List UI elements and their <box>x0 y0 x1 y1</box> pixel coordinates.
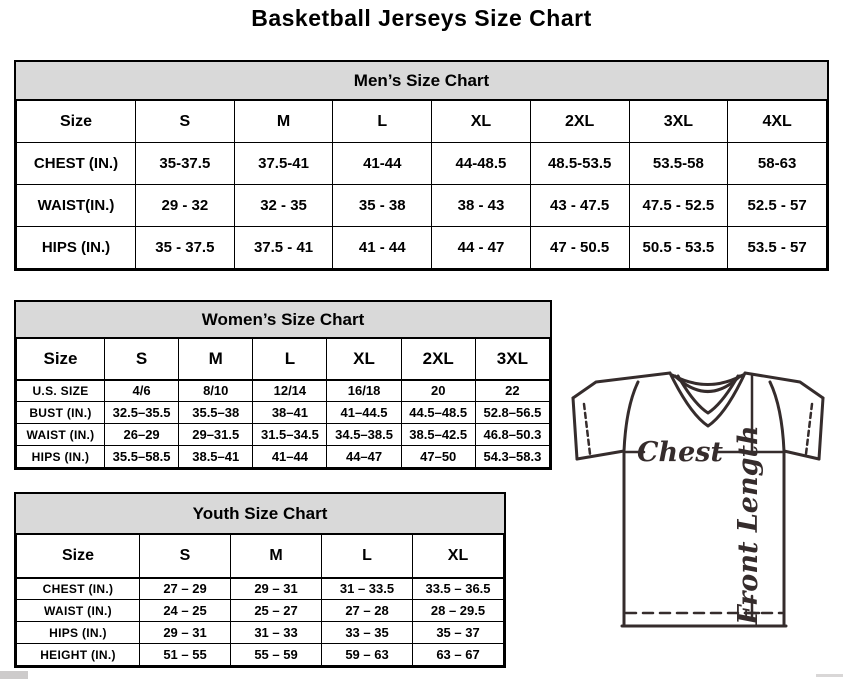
row-label: BUST (IN.) <box>17 402 105 424</box>
column-header: M <box>234 101 333 143</box>
size-value: 31 – 33.5 <box>322 578 413 600</box>
size-value: 43 - 47.5 <box>530 185 629 227</box>
size-value: 25 – 27 <box>231 600 322 622</box>
jersey-diagram-icon <box>560 362 836 628</box>
table-row <box>17 143 827 185</box>
column-header: 2XL <box>530 101 629 143</box>
size-value: 58-63 <box>728 143 827 185</box>
size-value: 38–41 <box>253 402 327 424</box>
column-header: Size <box>17 339 105 380</box>
size-value: 31 – 33 <box>231 622 322 644</box>
size-value: 37.5-41 <box>234 143 333 185</box>
size-value: 29 – 31 <box>140 622 231 644</box>
column-header: Size <box>17 535 140 578</box>
column-header: XL <box>432 101 531 143</box>
size-value: 44–47 <box>327 446 401 468</box>
header-row <box>17 101 827 143</box>
size-value: 54.3–58.3 <box>475 446 549 468</box>
scan-artifact-left <box>0 671 28 679</box>
column-header: XL <box>327 339 401 380</box>
row-label: HIPS (IN.) <box>17 446 105 468</box>
size-value: 20 <box>401 380 475 402</box>
column-header: L <box>333 101 432 143</box>
mens-chart-title: Men’s Size Chart <box>14 60 829 100</box>
size-value: 38 - 43 <box>432 185 531 227</box>
size-value: 44 - 47 <box>432 227 531 269</box>
size-value: 44-48.5 <box>432 143 531 185</box>
column-header: 3XL <box>475 339 549 380</box>
size-value: 22 <box>475 380 549 402</box>
table-row <box>17 424 550 446</box>
table-row <box>17 185 827 227</box>
header-row <box>17 535 504 578</box>
size-value: 41 - 44 <box>333 227 432 269</box>
size-value: 29 – 31 <box>231 578 322 600</box>
size-value: 32.5–35.5 <box>105 402 179 424</box>
size-value: 33.5 – 36.5 <box>413 578 504 600</box>
womens-size-chart-section <box>14 300 552 470</box>
column-header: S <box>140 535 231 578</box>
size-value: 52.5 - 57 <box>728 185 827 227</box>
row-label: WAIST (IN.) <box>17 600 140 622</box>
womens-chart-title: Women’s Size Chart <box>14 300 552 338</box>
table-row <box>17 578 504 600</box>
row-label: CHEST (IN.) <box>17 143 136 185</box>
chest-label: Chest <box>637 437 723 468</box>
size-value: 35.5–38 <box>179 402 253 424</box>
row-label: WAIST(IN.) <box>17 185 136 227</box>
row-label: U.S. SIZE <box>17 380 105 402</box>
table-row <box>17 380 550 402</box>
table-row <box>17 600 504 622</box>
mens-size-chart-section <box>14 60 829 271</box>
size-value: 63 – 67 <box>413 644 504 666</box>
size-value: 41–44.5 <box>327 402 401 424</box>
column-header: 2XL <box>401 339 475 380</box>
column-header: L <box>253 339 327 380</box>
size-value: 50.5 - 53.5 <box>629 227 728 269</box>
size-value: 35 - 37.5 <box>136 227 235 269</box>
column-header: S <box>136 101 235 143</box>
size-value: 32 - 35 <box>234 185 333 227</box>
size-value: 41-44 <box>333 143 432 185</box>
page-title: Basketball Jerseys Size Chart <box>251 5 592 31</box>
size-value: 24 – 25 <box>140 600 231 622</box>
youth-chart-title: Youth Size Chart <box>14 492 506 534</box>
youth-size-chart-section <box>14 492 506 668</box>
size-value: 55 – 59 <box>231 644 322 666</box>
size-value: 35 – 37 <box>413 622 504 644</box>
size-value: 35-37.5 <box>136 143 235 185</box>
size-value: 29–31.5 <box>179 424 253 446</box>
size-value: 48.5-53.5 <box>530 143 629 185</box>
size-value: 52.8–56.5 <box>475 402 549 424</box>
size-value: 29 - 32 <box>136 185 235 227</box>
header-row <box>17 339 550 380</box>
scan-artifact-right <box>816 674 843 677</box>
size-value: 41–44 <box>253 446 327 468</box>
row-label: HIPS (IN.) <box>17 622 140 644</box>
size-value: 31.5–34.5 <box>253 424 327 446</box>
size-value: 27 – 28 <box>322 600 413 622</box>
size-value: 33 – 35 <box>322 622 413 644</box>
jersey-measurement-diagram <box>560 362 836 628</box>
size-value: 47 - 50.5 <box>530 227 629 269</box>
table-row <box>17 622 504 644</box>
table-row <box>17 402 550 424</box>
size-value: 12/14 <box>253 380 327 402</box>
row-label: HEIGHT (IN.) <box>17 644 140 666</box>
size-value: 28 – 29.5 <box>413 600 504 622</box>
size-value: 4/6 <box>105 380 179 402</box>
table-row <box>17 644 504 666</box>
column-header: M <box>231 535 322 578</box>
size-value: 53.5-58 <box>629 143 728 185</box>
column-header: L <box>322 535 413 578</box>
column-header: XL <box>413 535 504 578</box>
size-value: 27 – 29 <box>140 578 231 600</box>
mens-size-table <box>14 100 829 271</box>
size-value: 35 - 38 <box>333 185 432 227</box>
column-header: M <box>179 339 253 380</box>
column-header: S <box>105 339 179 380</box>
size-value: 37.5 - 41 <box>234 227 333 269</box>
column-header: 4XL <box>728 101 827 143</box>
size-value: 34.5–38.5 <box>327 424 401 446</box>
youth-size-table <box>14 534 506 668</box>
size-value: 44.5–48.5 <box>401 402 475 424</box>
row-label: CHEST (IN.) <box>17 578 140 600</box>
size-value: 35.5–58.5 <box>105 446 179 468</box>
row-label: WAIST (IN.) <box>17 424 105 446</box>
size-value: 51 – 55 <box>140 644 231 666</box>
size-value: 26–29 <box>105 424 179 446</box>
size-value: 47–50 <box>401 446 475 468</box>
column-header: 3XL <box>629 101 728 143</box>
size-value: 47.5 - 52.5 <box>629 185 728 227</box>
size-value: 38.5–41 <box>179 446 253 468</box>
size-value: 38.5–42.5 <box>401 424 475 446</box>
size-value: 46.8–50.3 <box>475 424 549 446</box>
size-value: 8/10 <box>179 380 253 402</box>
table-row <box>17 446 550 468</box>
size-value: 59 – 63 <box>322 644 413 666</box>
row-label: HIPS (IN.) <box>17 227 136 269</box>
womens-size-table <box>14 338 552 470</box>
size-value: 53.5 - 57 <box>728 227 827 269</box>
column-header: Size <box>17 101 136 143</box>
table-row <box>17 227 827 269</box>
front-length-label: Front Length <box>733 425 764 625</box>
size-value: 16/18 <box>327 380 401 402</box>
